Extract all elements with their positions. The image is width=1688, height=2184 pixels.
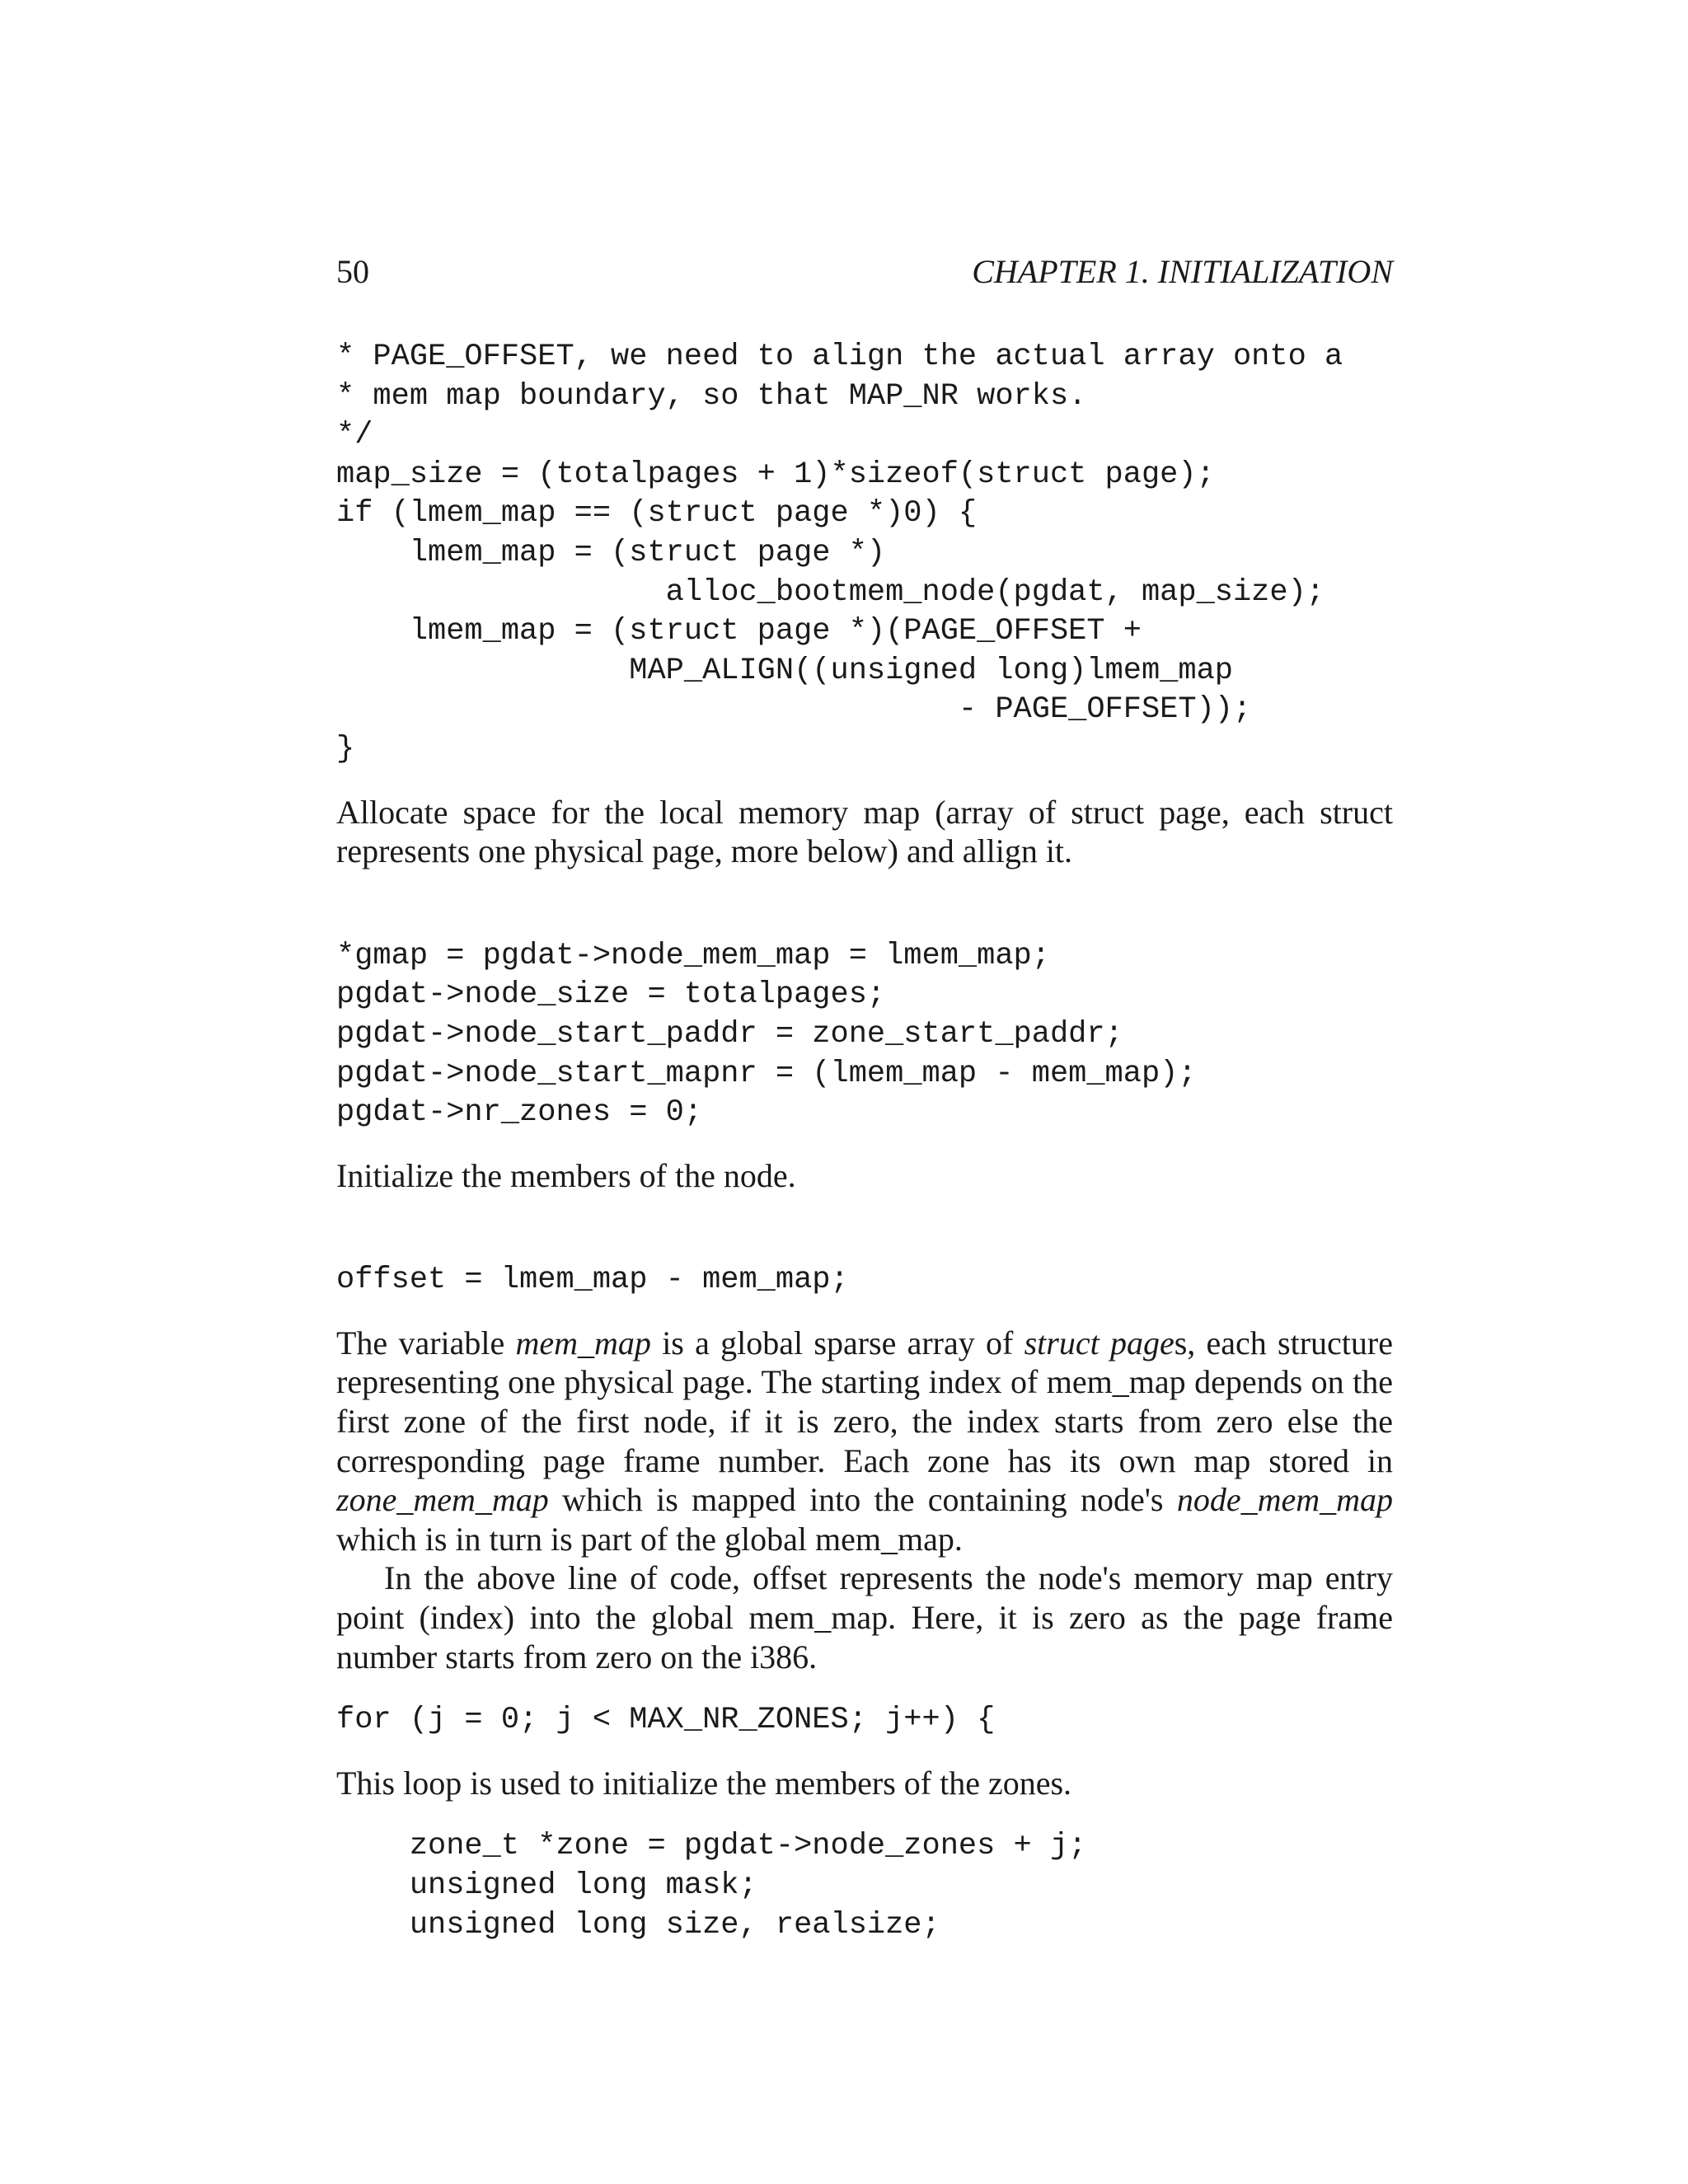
text-run: which is mapped into the containing node's xyxy=(548,1481,1177,1519)
paragraph-initialize-node: Initialize the members of the node. xyxy=(336,1156,796,1194)
code-block-offset: offset = lmem_map - mem_map; xyxy=(336,1263,849,1298)
code-block-node-init: *gmap = pgdat->node_mem_map = lmem_map; pgdat->node_size = totalpages; pgdat->node_start_paddr = zone_start_paddr; pgdat->node_start_mapnr = (lmem_map - mem_map); pgdat->nr_zones = 0; xyxy=(336,938,1197,1131)
italic-term-zone-mem-map: zone_mem_map xyxy=(336,1481,549,1519)
code-block-zone-vars: zone_t *zone = pgdat->node_zones + j; unsigned long mask; unsigned long size, realsize; xyxy=(409,1829,1087,1943)
document-page xyxy=(336,247,1393,1945)
text-run: which is in turn is part of the global mem_map. xyxy=(336,1520,963,1558)
text-run: s, each structure representing one physical page. The starting index of mem_map depends on the first zone of the first node, if it is zero, the index starts from zero else the corresponding page frame number. Each zone has its own map stored in xyxy=(336,1324,1393,1479)
paragraph-mem-map-description xyxy=(336,1324,1393,1559)
paragraph-allocate-space: Allocate space for the local memory map (array of struct page, each struct represents one physical page, more below) and allign it. xyxy=(336,793,1393,870)
chapter-title: CHAPTER 1. INITIALIZATION xyxy=(972,253,1393,290)
paragraph-offset-explanation: In the above line of code, offset represents the node's memory map entry point (index) into the global mem_map. Here, it is zero as the page frame number starts from zero on the i386. xyxy=(336,1559,1393,1675)
code-block-for-loop: for (j = 0; j < MAX_NR_ZONES; j++) { xyxy=(336,1703,996,1738)
text-run: The variable xyxy=(336,1324,516,1361)
italic-term-mem-map: mem_map xyxy=(515,1324,651,1361)
code-block-mem-map-alloc: * PAGE_OFFSET, we need to align the actual array onto a * mem map boundary, so that MAP_NR works. */ map_size = (totalpages + 1)*sizeof(struct page); if (lmem_map == (struct page *)0) { lmem_map = (struct page *) alloc_bootmem_node(pgdat, map_size); lmem_map = (struct page *)(PAGE_OFFSET + MAP_ALIGN((unsigned long)lmem_map - PAGE_OFFSET)); } xyxy=(336,340,1343,766)
page-number: 50 xyxy=(336,253,369,290)
text-run: is a global sparse array of xyxy=(650,1324,1025,1361)
running-header xyxy=(336,247,1393,297)
paragraph-loop-description: This loop is used to initialize the members of the zones. xyxy=(336,1764,1072,1802)
italic-term-struct-page: struct page xyxy=(1024,1324,1175,1361)
italic-term-node-mem-map: node_mem_map xyxy=(1176,1481,1393,1519)
